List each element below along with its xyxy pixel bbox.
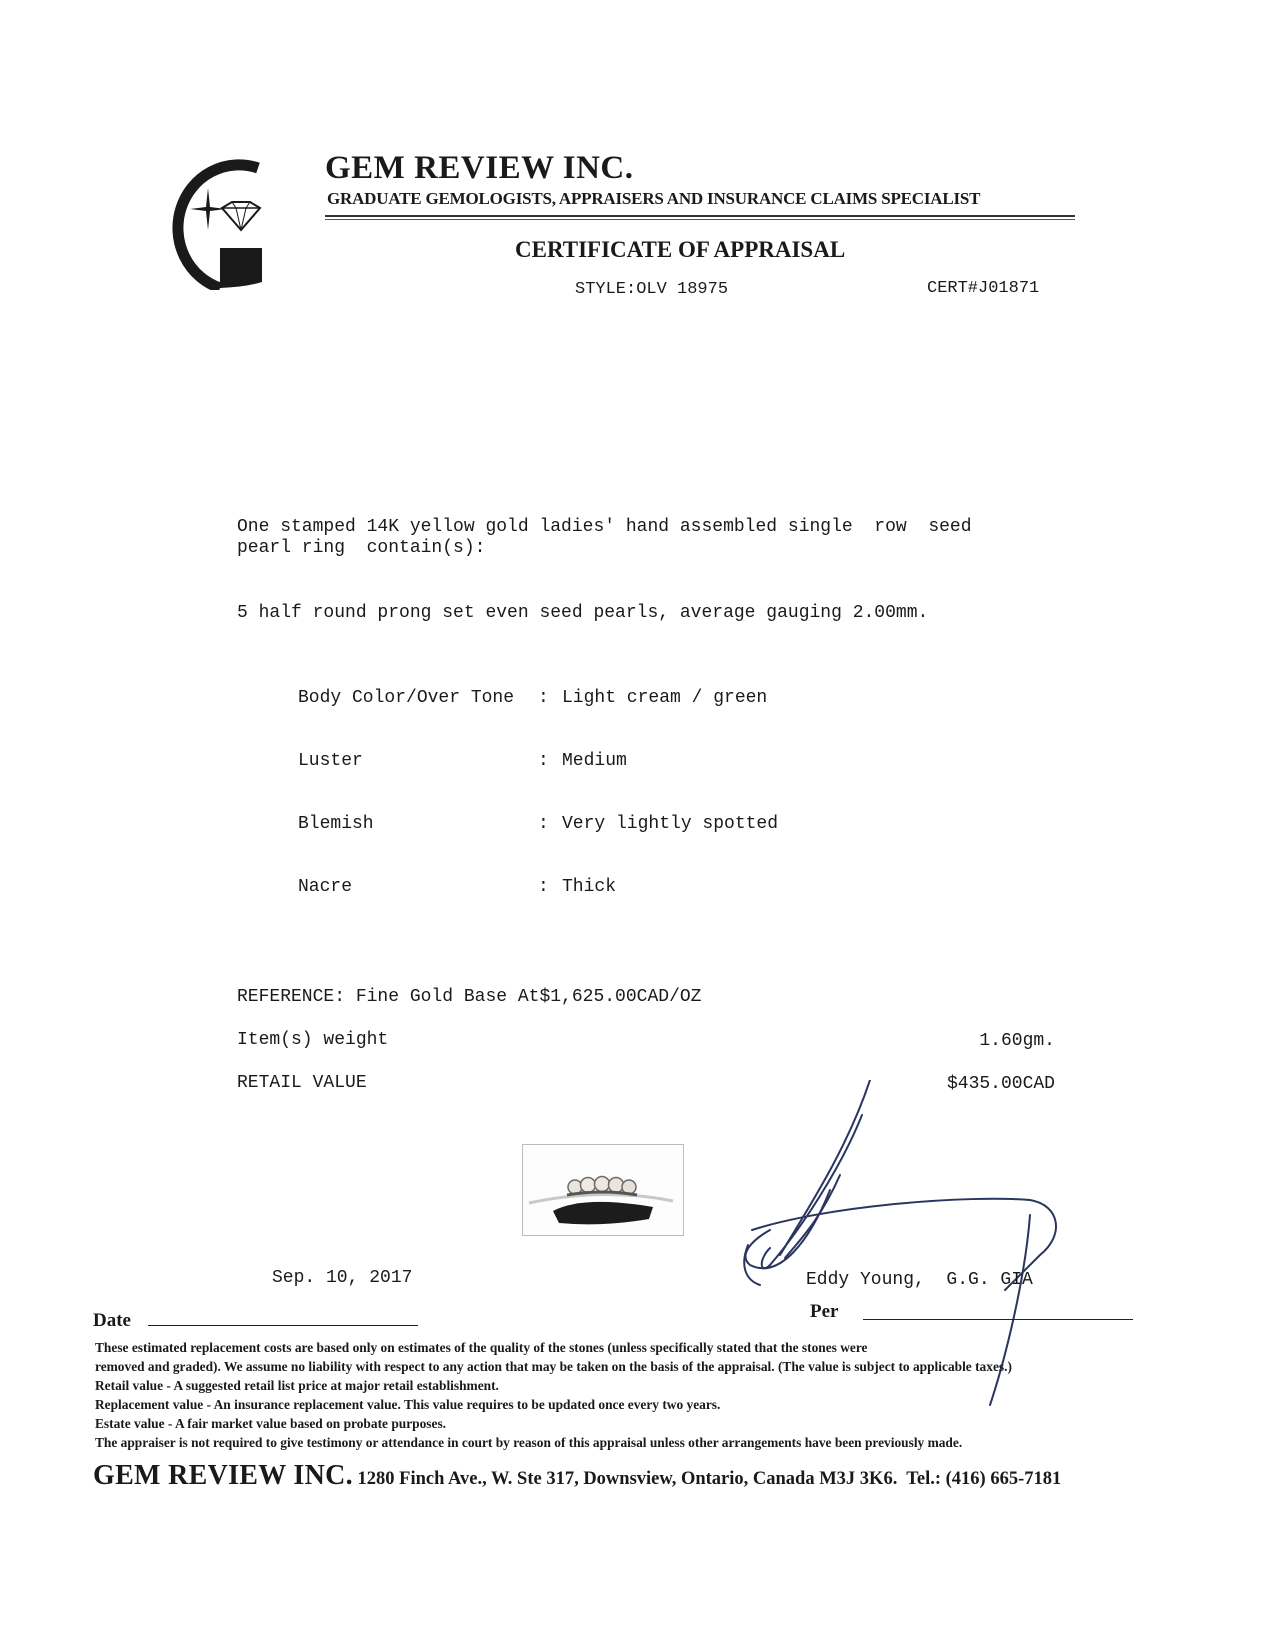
property-value: Thick (562, 877, 617, 897)
property-value: Medium (562, 751, 627, 771)
cert-number: CERT#J01871 (927, 279, 1040, 298)
pearl-ring-photo (522, 1144, 684, 1236)
property-value: Light cream / green (562, 688, 768, 708)
property-label: Blemish (298, 814, 374, 834)
date-label: Date (93, 1310, 131, 1331)
disclaimer (95, 1338, 1185, 1452)
property-row (298, 877, 778, 898)
pearl-properties (298, 646, 778, 919)
property-row (298, 688, 778, 709)
disclaimer-line: The appraiser is not required to give testimony or attendance in court by reason of this appraisal unless other arrangements have been previously made. (95, 1435, 963, 1450)
description-line: pearl ring contain(s): (237, 538, 486, 558)
disclaimer-line: removed and graded). We assume no liability with respect to any action that may be taken on the basis of the appraisal. (The value is subject to applicable taxes.) (95, 1359, 1012, 1374)
footer-address: 1280 Finch Ave., W. Ste 317, Downsview, Ontario, Canada M3J 3K6. Tel.: (416) 665-7181 (352, 1469, 1062, 1489)
disclaimer-line: Retail value - A suggested retail list price at major retail establishment. (95, 1378, 499, 1393)
weight-label: Item(s) weight (237, 1030, 389, 1050)
item-description (237, 517, 972, 559)
footer (93, 1460, 1061, 1492)
footer-company-name: GEM REVIEW INC. (93, 1460, 353, 1491)
disclaimer-line: These estimated replacement costs are based only on estimates of the quality of the stones (unless specifically stated that the stones were (95, 1340, 868, 1355)
disclaimer-line: Replacement value - An insurance replacement value. This value requires to be updated once every two years. (95, 1397, 721, 1412)
property-label: Body Color/Over Tone (298, 688, 515, 708)
company-subtitle: GRADUATE GEMOLOGISTS, APPRAISERS AND INSURANCE CLAIMS SPECIALIST (327, 189, 981, 208)
header-divider (325, 215, 1075, 217)
header-divider-thin (325, 219, 1075, 220)
disclaimer-line: Estate value - A fair market value based on probate purposes. (95, 1416, 447, 1431)
date-line (148, 1325, 418, 1326)
style-number: STYLE:OLV 18975 (575, 280, 729, 299)
property-separator: : (538, 688, 549, 708)
appraisal-date: Sep. 10, 2017 (272, 1268, 413, 1288)
property-row (298, 814, 778, 835)
gold-reference: REFERENCE: Fine Gold Base At$1,625.00CAD/OZ (237, 987, 702, 1007)
property-label: Luster (298, 751, 363, 771)
property-separator: : (538, 751, 549, 771)
per-line (863, 1319, 1133, 1320)
property-row (298, 751, 778, 772)
property-label: Nacre (298, 877, 353, 897)
company-name: GEM REVIEW INC. (325, 150, 634, 186)
property-value: Very lightly spotted (562, 814, 779, 834)
appraiser-name: Eddy Young, G.G. GIA (806, 1270, 1033, 1290)
retail-value-amount: $435.00CAD (946, 1074, 1055, 1094)
weight-value: 1.60gm. (979, 1031, 1055, 1051)
document-title: CERTIFICATE OF APPRAISAL (515, 237, 846, 262)
property-separator: : (538, 814, 549, 834)
property-separator: : (538, 877, 549, 897)
description-line: One stamped 14K yellow gold ladies' hand assembled single row seed (237, 517, 972, 537)
per-label: Per (810, 1301, 839, 1322)
pearl-description: 5 half round prong set even seed pearls, average gauging 2.00mm. (237, 603, 929, 623)
retail-value-label: RETAIL VALUE (237, 1073, 367, 1093)
gem-g-logo-icon (150, 150, 275, 290)
